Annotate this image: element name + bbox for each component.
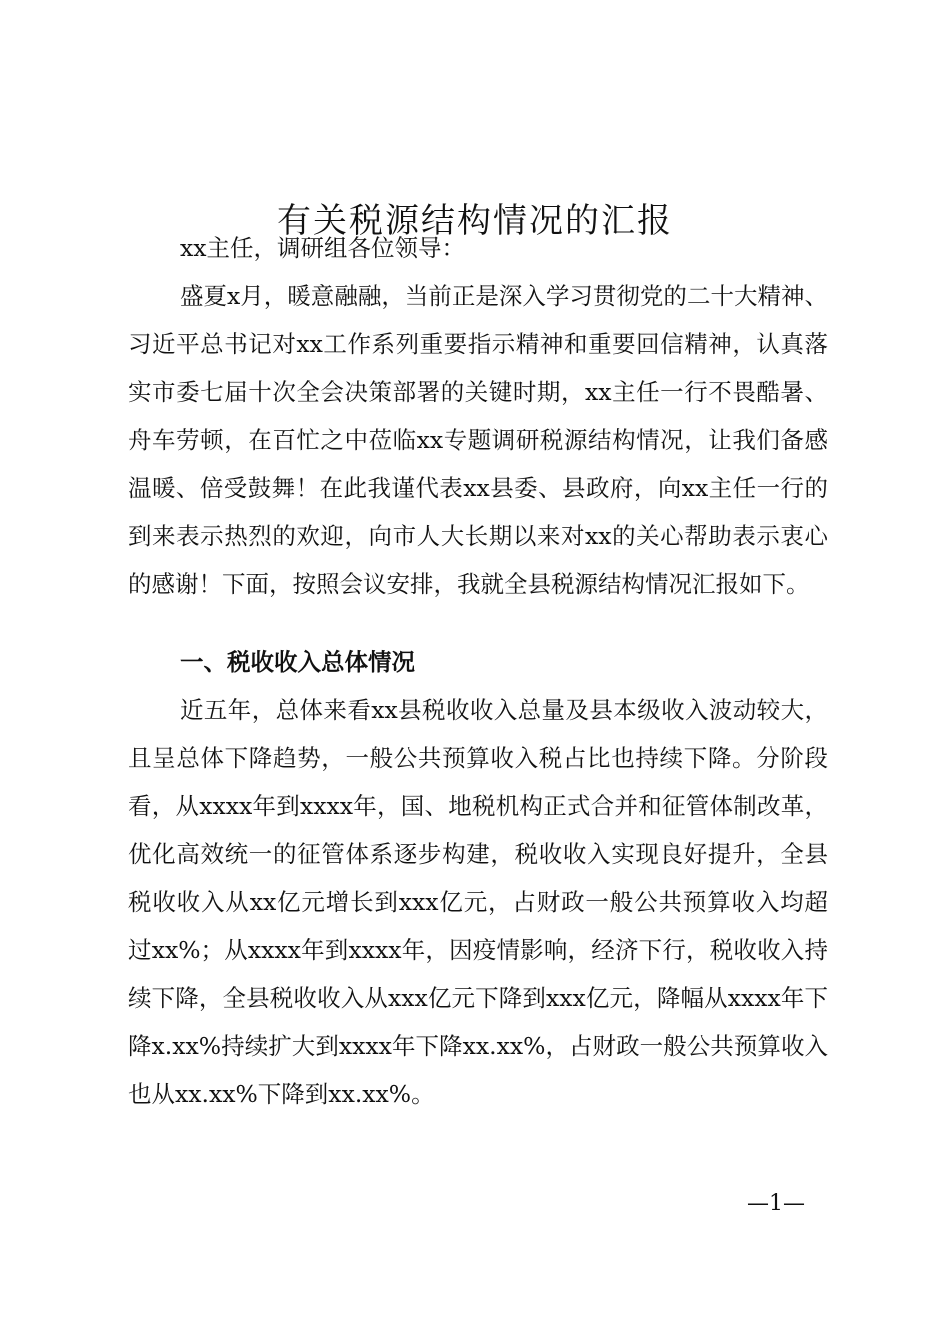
document-title: 有关税源结构情况的汇报: [277, 200, 673, 241]
section-heading: 一、税收收入总体情况: [180, 648, 415, 676]
salutation: xx主任，调研组各位领导：: [180, 234, 466, 262]
paragraph-tax-revenue: 近五年，总体来看xx县税收收入总量及县本级收入波动较大，且呈总体下降趋势，一般公共预算收入税占比也持续下降。分阶段看，从xxxx年到xxxx年，国、地税机构正式合并和征管体制改革，优化高效统一的征管体系逐步构建，税收收入实现良好提升，全县税收收入从xx亿元增长到xxx亿元，占财政一般公共预算收入均超过xx%；从xxxx年到xxxx年，因疫情影响，经济下行，税收收入持续下降，全县税收收入从xxx亿元下降到xxx亿元，降幅从xxxx年下降x.xx%持续扩大到xxxx年下降xx.xx%，占财政一般公共预算收入也从xx.xx%下降到xx.xx%。: [128, 696, 828, 1108]
paragraph-opening: 盛夏x月，暖意融融，当前正是深入学习贯彻党的二十大精神、习近平总书记对xx工作系列重要指示精神和重要回信精神，认真落实市委七届十次全会决策部署的关键时期，xx主任一行不畏酷暑、舟车劳顿，在百忙之中莅临xx专题调研税源结构情况，让我们备感温暖、倍受鼓舞！在此我谨代表xx县委、县政府，向xx主任一行的到来表示热烈的欢迎，向市人大长期以来对xx的关心帮助表示衷心的感谢！下面，按照会议安排，我就全县税源结构情况汇报如下。: [128, 282, 828, 598]
page-number: —1—: [747, 1191, 805, 1216]
